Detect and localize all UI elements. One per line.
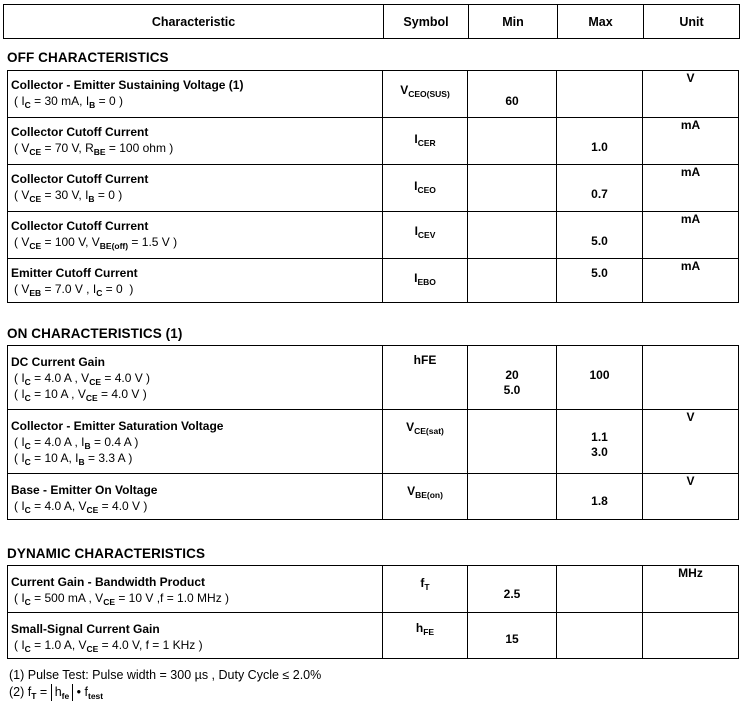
table-row (8, 346, 739, 410)
absolute-value: $h_{fe}$ (51, 684, 74, 701)
characteristic-name: Collector Cutoff Current (11, 172, 149, 186)
unit-value: mA (643, 259, 739, 303)
characteristic-name: Collector - Emitter Sustaining Voltage (1) (11, 78, 244, 92)
header-table (3, 4, 740, 39)
footnote-1: (1) Pulse Test: Pulse width = 300 µs , Duty Cycle ≤ 2.0% (9, 668, 322, 682)
min-value (468, 118, 557, 165)
characteristic-name: Emitter Cutoff Current (11, 266, 138, 280)
test-condition: ( $I_C = 10$ A, $I_B = 3.3$ A ) (14, 451, 133, 467)
footnote-2: (2) $f_T = h_{fe}$ • $f_{test}$ (9, 685, 104, 702)
table-row (8, 566, 739, 613)
min-value: 15 (468, 613, 557, 659)
on-section-title: ON CHARACTERISTICS (1) (7, 326, 183, 341)
characteristic-name: Current Gain - Bandwidth Product (11, 575, 205, 589)
max-value: 5.0 (557, 259, 643, 303)
max-value (557, 71, 643, 118)
characteristic-name: Collector Cutoff Current (11, 219, 149, 233)
test-condition: ( $I_C = 500$ mA , $V_{CE} = 10$ V ,f = 1.0 MHz ) (14, 591, 230, 607)
unit-value: V (643, 71, 739, 118)
table-row (8, 212, 739, 259)
header-min: Min (469, 5, 558, 39)
test-condition: ( $I_C = 1.0$ A, $V_{CE} = 4.0$ V, f = 1 KHz ) (14, 638, 203, 654)
test-condition: ( $I_C = 10$ A , $V_{CE} = 4.0$ V ) (14, 387, 147, 403)
symbol-cell: $h_{FE}$ (383, 613, 468, 659)
max-value: 1.8 (557, 474, 643, 520)
max-value (557, 613, 643, 659)
symbol-cell: $I_{CER}$ (383, 118, 468, 165)
test-condition: ( $I_C = 4.0$ A, $V_{CE} = 4.0$ V ) (14, 499, 148, 515)
dynamic-table (7, 565, 739, 659)
max-value: 100 (557, 346, 643, 410)
min-value (468, 212, 557, 259)
table-row (8, 410, 739, 474)
max-value: 5.0 (557, 212, 643, 259)
symbol-cell: hFE (383, 346, 468, 410)
unit-value: mA (643, 118, 739, 165)
symbol-cell: $I_{CEO}$ (383, 165, 468, 212)
max-value: 1.0 (557, 118, 643, 165)
symbol-cell: $V_{CE(sat)}$ (383, 410, 468, 474)
table-row (8, 71, 739, 118)
unit-value: mA (643, 212, 739, 259)
unit-value: V (643, 410, 739, 474)
on-table (7, 345, 739, 520)
table-row (8, 613, 739, 659)
min-value: 60 (468, 71, 557, 118)
characteristic-name: Small-Signal Current Gain (11, 622, 160, 636)
header-max: Max (558, 5, 644, 39)
characteristic-name: Collector - Emitter Saturation Voltage (11, 419, 224, 433)
header-characteristic: Characteristic (4, 5, 384, 39)
min-value: 2.5 (468, 566, 557, 613)
symbol-cell: $V_{BE(on)}$ (383, 474, 468, 520)
max-value: 0.7 (557, 165, 643, 212)
unit-value: V (643, 474, 739, 520)
min-value (468, 474, 557, 520)
symbol-cell: $f_T$ (383, 566, 468, 613)
min-value (468, 259, 557, 303)
table-row (8, 118, 739, 165)
test-condition: ( $I_C = 30$ mA, $I_B = 0$ ) (14, 94, 123, 110)
test-condition: ( $I_C = 4.0$ A , $I_B = 0.4$ A ) (14, 435, 139, 451)
test-condition: ( $V_{CE} = 100$ V, $V_{BE(off)} = 1.5$ V ) (14, 235, 178, 251)
characteristic-name: Collector Cutoff Current (11, 125, 149, 139)
symbol-cell: $I_{CEV}$ (383, 212, 468, 259)
characteristic-name: DC Current Gain (11, 355, 106, 369)
off-section-title: OFF CHARACTERISTICS (7, 50, 169, 65)
max-value: 1.1 3.0 (557, 410, 643, 474)
min-value (468, 165, 557, 212)
symbol-cell: $I_{EBO}$ (383, 259, 468, 303)
test-condition: ( $I_C = 4.0$ A , $V_{CE} = 4.0$ V ) (14, 371, 151, 387)
table-row (8, 165, 739, 212)
min-value: 20 5.0 (468, 346, 557, 410)
unit-value (643, 613, 739, 659)
test-condition: ( $V_{CE} = 70$ V, $R_{BE} = 100$ ohm ) (14, 141, 174, 157)
test-condition: ( $V_{CE} = 30$ V, $I_B = 0$ ) (14, 188, 123, 204)
unit-value (643, 346, 739, 410)
min-value (468, 410, 557, 474)
dynamic-section-title: DYNAMIC CHARACTERISTICS (7, 546, 206, 561)
off-table (7, 70, 739, 303)
unit-value: mA (643, 165, 739, 212)
test-condition: ( $V_{EB} = 7.0$ V , $I_C = 0$ ) (14, 282, 134, 298)
unit-value: MHz (643, 566, 739, 613)
table-row (8, 474, 739, 520)
header-unit: Unit (644, 5, 740, 39)
characteristic-name: Base - Emitter On Voltage (11, 483, 158, 497)
header-symbol: Symbol (384, 5, 469, 39)
symbol-cell: $V_{CEO(SUS)}$ (383, 71, 468, 118)
max-value (557, 566, 643, 613)
table-row (8, 259, 739, 303)
